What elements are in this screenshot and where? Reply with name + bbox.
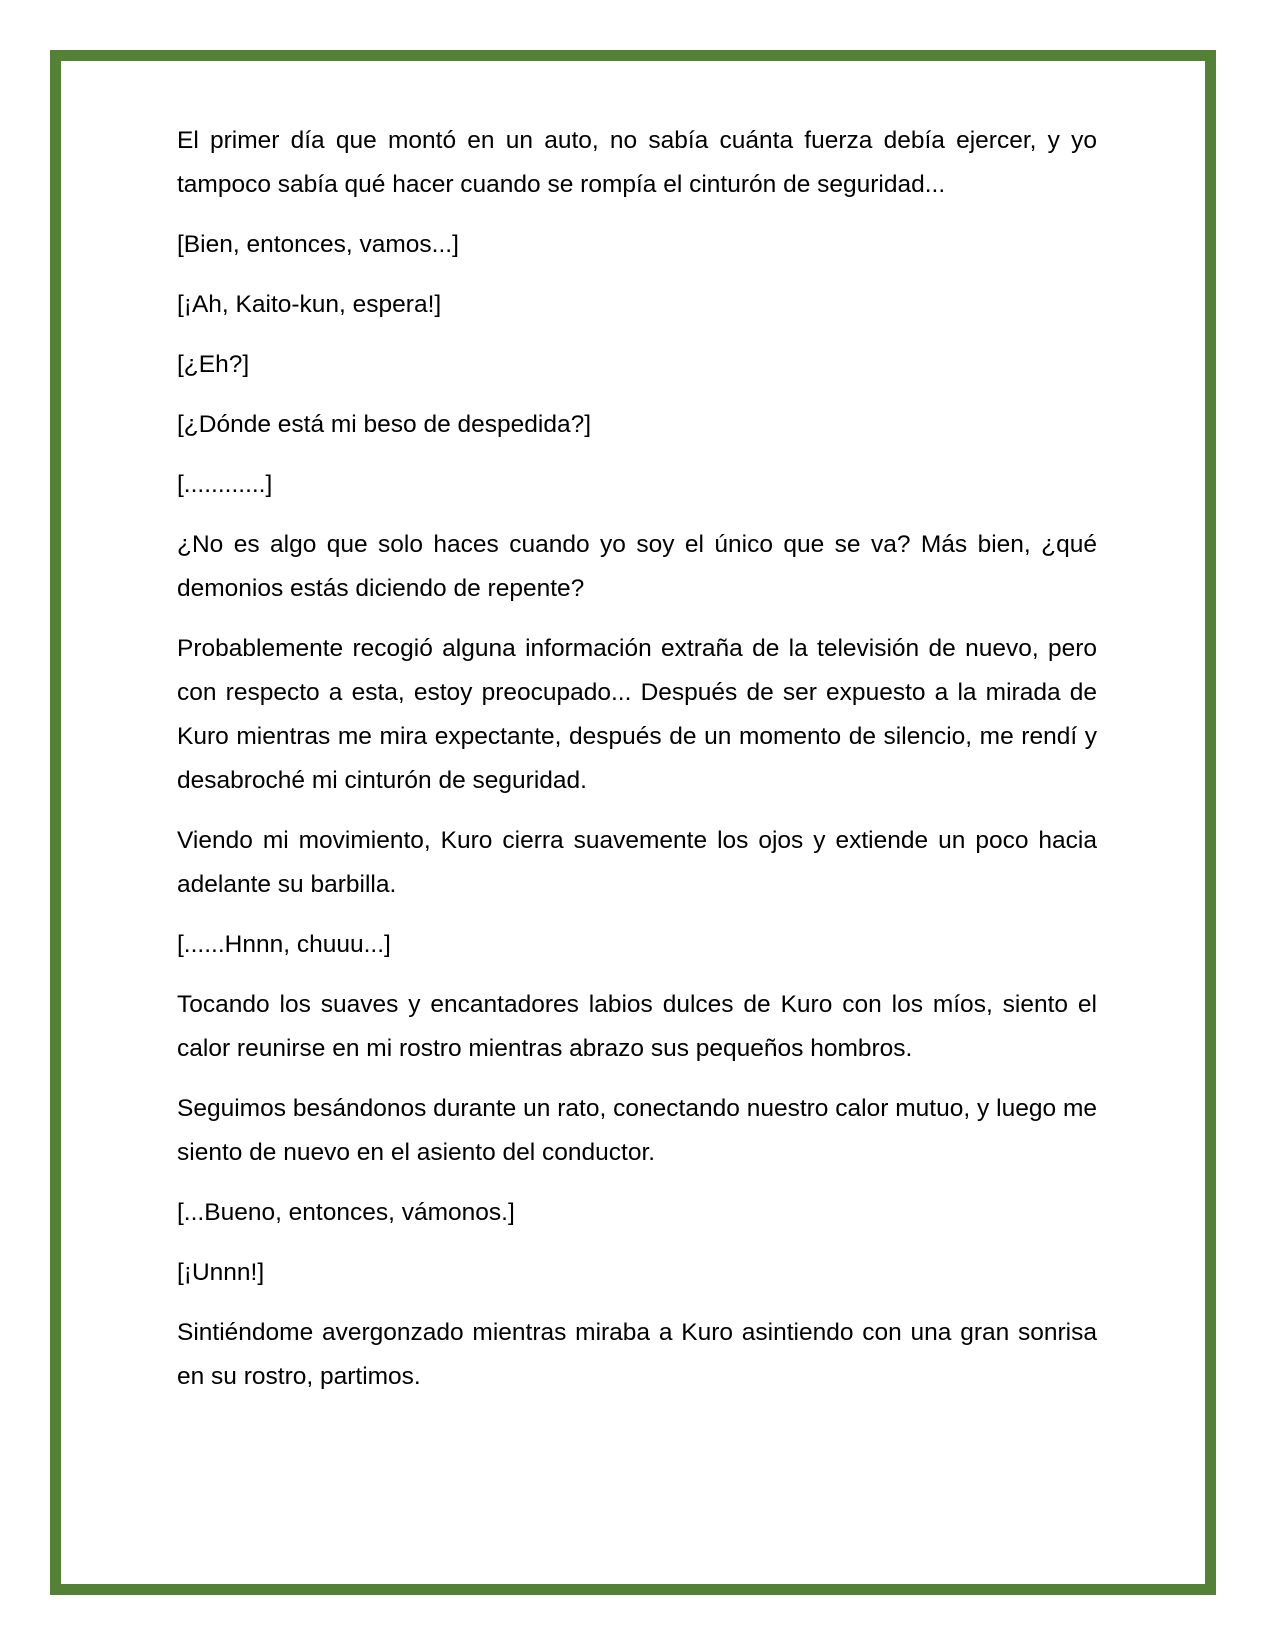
paragraph: Sintiéndome avergonzado mientras miraba a Kuro asintiendo con una gran sonrisa en su rostro, partimos. <box>177 1319 1097 1390</box>
dialogue-line: [¿Eh?] <box>177 351 250 378</box>
dialogue-line: [¡Unnn!] <box>177 1259 265 1286</box>
dialogue-line: [......Hnnn, chuuu...] <box>177 931 391 958</box>
paragraph: El primer día que montó en un auto, no sabía cuánta fuerza debía ejercer, y yo tampoco sabía qué hacer cuando se rompía el cinturón de seguridad... <box>177 127 1097 198</box>
dialogue-line: [¿Dónde está mi beso de despedida?] <box>177 411 592 438</box>
paragraph: ¿No es algo que solo haces cuando yo soy el único que se va? Más bien, ¿qué demonios estás diciendo de repente? <box>177 531 1097 602</box>
paragraph: Seguimos besándonos durante un rato, conectando nuestro calor mutuo, y luego me siento de nuevo en el asiento del conductor. <box>177 1095 1097 1166</box>
paragraph: Tocando los suaves y encantadores labios dulces de Kuro con los míos, siento el calor reunirse en mi rostro mientras abrazo sus pequeños hombros. <box>177 991 1097 1062</box>
paragraph: Viendo mi movimiento, Kuro cierra suavemente los ojos y extiende un poco hacia adelante su barbilla. <box>177 827 1097 898</box>
dialogue-line: [Bien, entonces, vamos...] <box>177 231 459 258</box>
dialogue-line: [............] <box>177 471 273 498</box>
document-body <box>177 119 1097 1415</box>
dialogue-line: [...Bueno, entonces, vámonos.] <box>177 1199 515 1226</box>
dialogue-line: [¡Ah, Kaito-kun, espera!] <box>177 291 442 318</box>
paragraph: Probablemente recogió alguna información extraña de la televisión de nuevo, pero con respecto a esta, estoy preocupado... Después de ser expuesto a la mirada de Kuro mientras me mira expectante, después de un momento de silencio, me rendí y desabroché mi cinturón de seguridad. <box>177 635 1097 794</box>
